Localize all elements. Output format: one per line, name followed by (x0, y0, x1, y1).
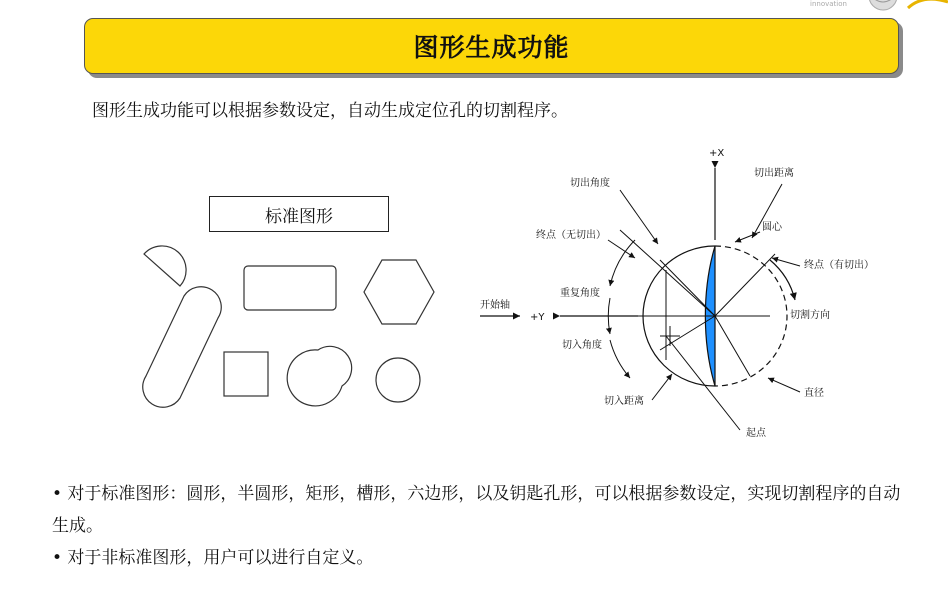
label-end-point-with-cut-out: 终点（有切出） (804, 260, 874, 271)
brand-logo (748, 0, 948, 20)
label-diameter: 直径 (804, 388, 824, 399)
bullet-item: • 对于标准图形：圆形，半圆形，矩形，槽形，六边形，以及钥匙孔形，可以根据参数设定，实现切割程序的自动生成。 (52, 484, 901, 536)
logo-subtext-label: innovation (810, 0, 847, 8)
label-cut-in-distance: 切入距离 (604, 396, 644, 407)
standard-shapes-illustration (130, 240, 450, 420)
label-plus-y: +Y (530, 312, 545, 323)
label-cut-in-angle: 切入角度 (562, 340, 602, 351)
intro-text: 图形生成功能可以根据参数设定，自动生成定位孔的切割程序。 (92, 101, 568, 121)
label-cut-out-distance: 切出距离 (754, 168, 794, 179)
label-start-point: 起点 (746, 428, 766, 439)
keyhole-shape (287, 346, 351, 405)
label-cut-out-angle: 切出角度 (570, 178, 610, 189)
cutting-parameter-diagram (470, 140, 900, 450)
standard-shapes-label: 标准图形 (209, 196, 389, 232)
page-title: 图形生成功能 (413, 33, 570, 62)
label-cut-direction: 切割方向 (790, 310, 830, 321)
slot-shape (143, 287, 221, 407)
half-circle-shape (144, 246, 186, 286)
bullet-item: • 对于非标准图形，用户可以进行自定义。 (52, 548, 374, 568)
label-end-point-no-cut-out: 终点（无切出） (536, 230, 606, 241)
label-plus-x: +X (709, 148, 725, 159)
rectangle-shape (244, 266, 336, 310)
title-banner (84, 18, 899, 74)
bullet-list (52, 478, 902, 574)
circle-shape (376, 358, 420, 402)
hexagon-shape (364, 260, 434, 324)
label-center: 圆心 (762, 222, 782, 233)
square-shape (224, 352, 268, 396)
label-overlap-angle: 重复角度 (560, 288, 600, 299)
label-start-axis: 开始轴 (480, 300, 510, 311)
